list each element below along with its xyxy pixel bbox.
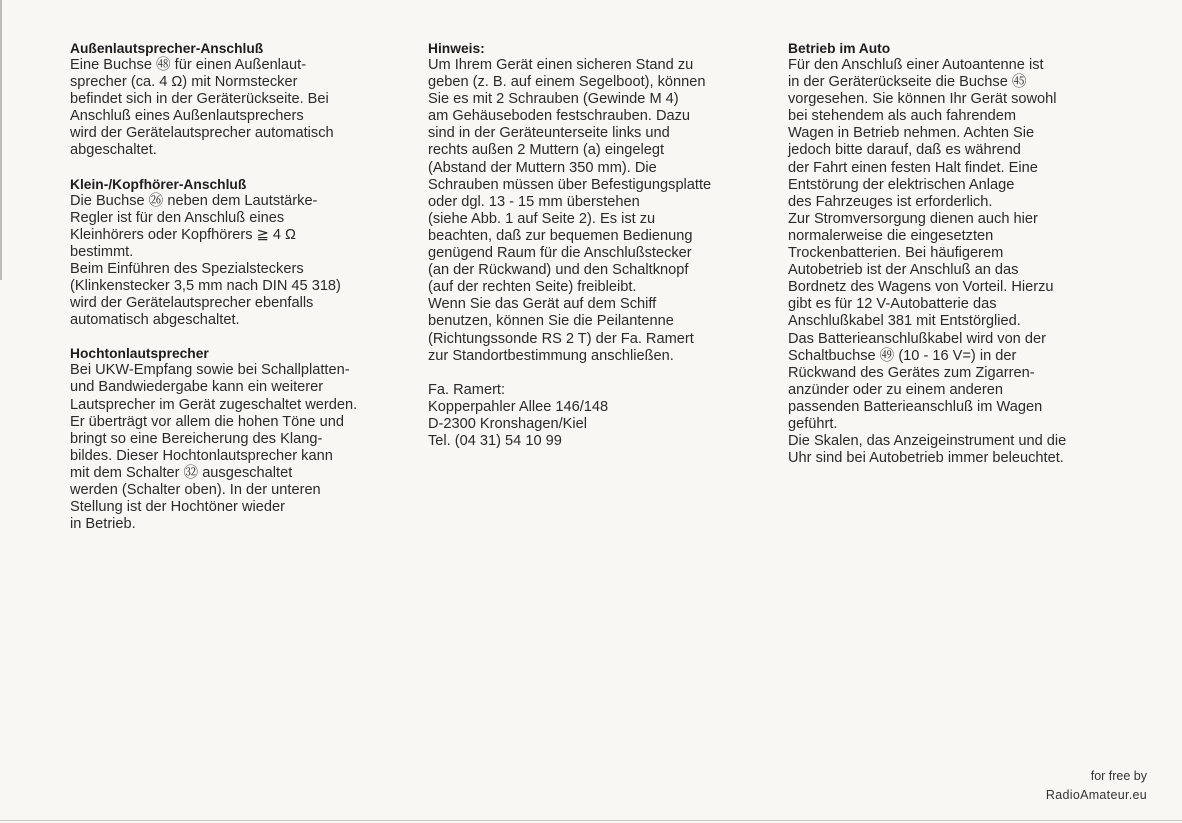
text-line: jedoch bitte darauf, daß es während [788, 142, 1021, 159]
text-line: Bei UKW-Empfang sowie bei Schallplatten- [70, 362, 350, 379]
address-line: D-2300 Kronshagen/Kiel [428, 415, 588, 432]
text-line: sind in der Geräteunterseite links und [428, 125, 670, 142]
text-line: Wagen in Betrieb nehmen. Achten Sie [788, 125, 1035, 142]
text-line: Zur Stromversorgung dienen auch hier [788, 210, 1038, 227]
text-line: normalerweise die eingesetzten [788, 227, 994, 244]
text-line: wird der Gerätelautsprecher ebenfalls [70, 295, 314, 312]
text-line: Bordnetz des Wagens von Vorteil. Hierzu [788, 279, 1054, 296]
page-edge-left [0, 0, 2, 280]
text-line: in Betrieb. [70, 516, 136, 533]
text-line: am Gehäuseboden festschrauben. Dazu [428, 108, 691, 125]
text-line: Kleinhörers oder Kopfhörers ≧ 4 Ω [70, 226, 296, 243]
text-line: Anschluß eines Außenlautsprechers [70, 108, 304, 125]
address-line: Fa. Ramert: [428, 381, 506, 398]
text-line: (auf der rechten Seite) freibleibt. [428, 279, 637, 296]
text-line: bringt so eine Bereicherung des Klang- [70, 430, 323, 447]
text-line: Schrauben müssen über Befestigungsplatte [428, 176, 712, 193]
text-line: Rückwand des Gerätes zum Zigarren- [788, 364, 1035, 381]
text-line: Lautsprecher im Gerät zugeschaltet werden. [70, 396, 358, 413]
address-block [428, 382, 773, 450]
text-line: rechts außen 2 Muttern (a) eingelegt [428, 142, 665, 159]
text-line: automatisch abgeschaltet. [70, 312, 240, 329]
text-line: Anschlußkabel 381 mit Entstörglied. [788, 313, 1021, 330]
section-heading: Hochtonlautsprecher [70, 346, 209, 362]
text-line: des Fahrzeuges ist erforderlich. [788, 193, 993, 210]
text-line: Er überträgt vor allem die hohen Töne und [70, 413, 344, 430]
column-left [70, 40, 415, 533]
text-line: Entstörung der elektrischen Anlage [788, 176, 1015, 193]
text-line: beachten, daß zur bequemen Bedienung [428, 227, 693, 244]
text-line: Uhr sind bei Autobetrieb immer beleuchtet. [788, 450, 1064, 467]
section-aussenlautsprecher [70, 40, 415, 160]
text-line: bei stehendem als auch fahrendem [788, 108, 1016, 125]
text-line: gibt es für 12 V-Autobatterie das [788, 296, 997, 313]
text-line: Die Buchse ㉖ neben dem Lautstärke- [70, 192, 318, 209]
text-line: befindet sich in der Geräterückseite. Bei [70, 91, 329, 108]
text-line: mit dem Schalter ㉜ ausgeschaltet [70, 464, 293, 481]
text-line: genügend Raum für die Anschlußstecker [428, 245, 692, 262]
text-line: Um Ihrem Gerät einen sicheren Stand zu [428, 57, 694, 73]
text-line: Für den Anschluß einer Autoantenne ist [788, 57, 1044, 73]
text-line: der Fahrt einen festen Halt findet. Eine [788, 159, 1038, 176]
text-line: Eine Buchse ㊽ für einen Außenlaut- [70, 57, 307, 73]
text-line: anzünder oder zu einem anderen [788, 381, 1004, 398]
text-line: werden (Schalter oben). In der unteren [70, 481, 321, 498]
text-line: bildes. Dieser Hochtonlautsprecher kann [70, 447, 333, 464]
text-line: zur Standortbestimmung anschließen. [428, 347, 674, 364]
section-heading: Betrieb im Auto [788, 41, 891, 56]
section-hinweis [428, 40, 773, 365]
section-betrieb-im-auto [788, 40, 1133, 467]
text-line: Trockenbatterien. Bei häufigerem [788, 245, 1004, 262]
text-line: wird der Gerätelautsprecher automatisch [70, 125, 334, 142]
text-line: geführt. [788, 415, 838, 432]
text-line: und Bandwiedergabe kann ein weiterer [70, 379, 324, 396]
section-heading: Klein-/Kopfhörer-Anschluß [70, 176, 247, 192]
text-line: Das Batterieanschlußkabel wird von der [788, 330, 1046, 347]
text-line: (Klinkenstecker 3,5 mm nach DIN 45 318) [70, 278, 341, 295]
text-line: Regler ist für den Anschluß eines [70, 209, 285, 226]
text-line: (siehe Abb. 1 auf Seite 2). Es ist zu [428, 210, 656, 227]
text-line: (Abstand der Muttern 350 mm). Die [428, 159, 657, 176]
text-line: geben (z. B. auf einem Segelboot), können [428, 74, 706, 91]
text-line: Stellung ist der Hochtöner wieder [70, 499, 285, 516]
text-line: Die Skalen, das Anzeigeinstrument und die [788, 433, 1067, 450]
section-heading: Außenlautsprecher-Anschluß [70, 41, 264, 56]
text-line: (Richtungssonde RS 2 T) der Fa. Ramert [428, 330, 694, 347]
address-line: Tel. (04 31) 54 10 99 [428, 432, 562, 449]
page-edge-bottom [0, 820, 1182, 821]
text-line: Sie es mit 2 Schrauben (Gewinde M 4) [428, 91, 679, 108]
text-line: passenden Batterieanschluß im Wagen [788, 398, 1043, 415]
text-line: Wenn Sie das Gerät auf dem Schiff [428, 296, 657, 313]
footer-line-1: for free by [1090, 769, 1147, 783]
address-line: Kopperpahler Allee 146/148 [428, 398, 609, 415]
text-line: Beim Einführen des Spezialsteckers [70, 260, 304, 277]
text-line: abgeschaltet. [70, 142, 157, 159]
section-kopfhoerer [70, 176, 415, 330]
column-middle [428, 40, 773, 450]
text-line: Schaltbuchse ㊾ (10 - 16 V=) in der [788, 347, 1017, 364]
footer-line-2: RadioAmateur.eu [1045, 788, 1147, 802]
column-right [788, 40, 1133, 467]
text-line: vorgesehen. Sie können Ihr Gerät sowohl [788, 91, 1057, 108]
text-line: benutzen, können Sie die Peilantenne [428, 313, 674, 330]
text-line: oder dgl. 13 - 15 mm überstehen [428, 193, 640, 210]
section-heading: Hinweis: [428, 41, 485, 56]
text-line: (an der Rückwand) und den Schaltknopf [428, 262, 689, 279]
footer-credit [1046, 767, 1147, 805]
section-hochtonlautsprecher [70, 345, 415, 533]
text-line: sprecher (ca. 4 Ω) mit Normstecker [70, 74, 298, 91]
text-line: in der Geräterückseite die Buchse ㊺ [788, 74, 1027, 91]
text-line: Autobetrieb ist der Anschluß an das [788, 262, 1019, 279]
text-line: bestimmt. [70, 243, 134, 260]
